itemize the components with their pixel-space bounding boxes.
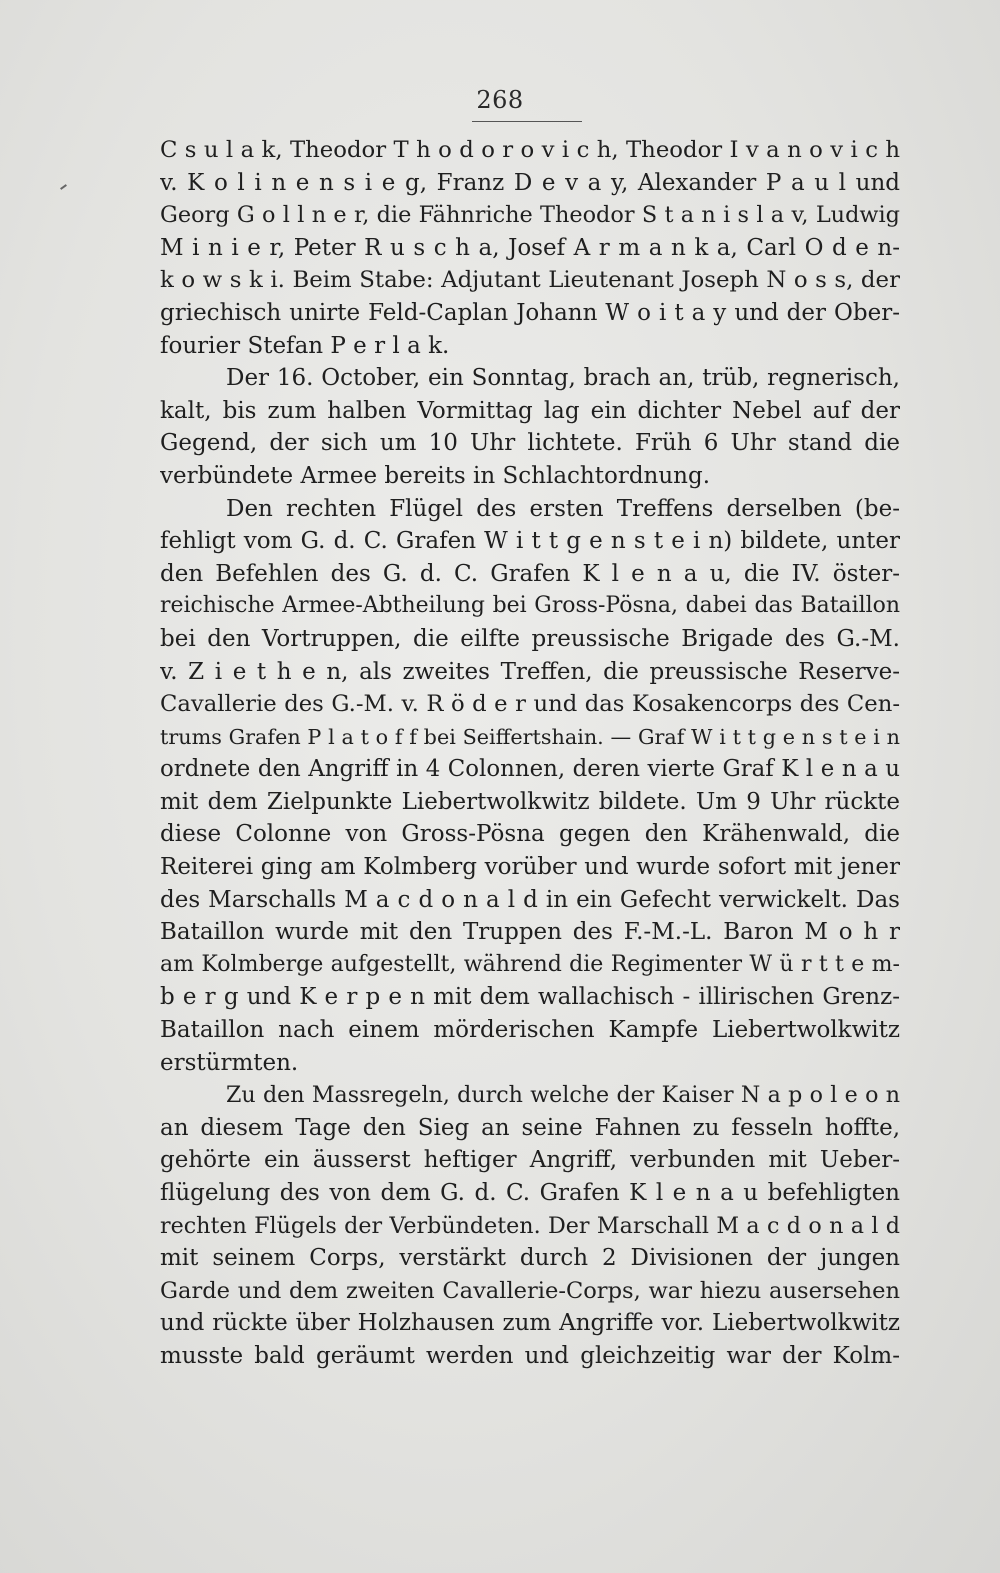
text-line: kalt, bis zum halben Vormittag lag ein dichter Nebel auf der [160,397,900,424]
page-number-rule [472,121,582,122]
text-line: Den rechten Flügel des ersten Treffens derselben (be- [226,495,900,522]
text-line: rechten Flügels der Verbündeten. Der Marschall M a c d o n a l d [160,1212,900,1239]
text-line: den Befehlen des G. d. C. Grafen K l e n a u, die IV. öster- [160,560,900,587]
text-line: fehligt vom G. d. C. Grafen W i t t g e n s t e i n) bildete, unter [160,528,900,555]
text-line: Der 16. October, ein Sonntag, brach an, trüb, regnerisch, [226,365,900,392]
text-line: bei den Vortruppen, die eilfte preussische Brigade des G.-M. [160,625,900,652]
paragraph-napoleon-measures [160,1079,900,1372]
text-line: ordnete den Angriff in 4 Colonnen, deren vierte Graf K l e n a u [160,756,900,783]
paragraph-roster-continuation [160,134,900,362]
text-line: fourier Stefan P e r l a k. [160,332,450,359]
stray-ink-mark [60,184,67,190]
text-line: griechisch unirte Feld-Caplan Johann W o i t a y und der Ober- [160,299,900,326]
text-line: C s u l a k, Theodor T h o d o r o v i c h, Theodor I v a n o v i c h [160,137,900,163]
text-line: diese Colonne von Gross-Pösna gegen den Krähenwald, die [160,821,900,848]
text-line: Bataillon wurde mit den Truppen des F.-M.-L. Baron M o h r [160,919,900,946]
page-number: 268 [476,86,524,114]
paragraph-october-morning [160,362,900,492]
text-line: Cavallerie des G.-M. v. R ö d e r und das Kosakencorps des Cen- [160,691,900,718]
text-line: am Kolmberge aufgestellt, während die Regimenter W ü r t t e m- [160,951,900,977]
text-line: Reiterei ging am Kolmberg vorüber und wurde sofort mit jener [160,854,900,881]
text-line: b e r g und K e r p e n mit dem wallachisch - illirischen Grenz- [160,984,900,1011]
text-line: verbündete Armee bereits in Schlachtordnung. [160,462,711,489]
text-line: k o w s k i. Beim Stabe: Adjutant Lieutenant Joseph N o s s, der [160,267,900,294]
text-line: Georg G o l l n e r, die Fähnriche Theodor S t a n i s l a v, Ludwig [160,202,900,229]
text-line: M i n i e r, Peter R u s c h a, Josef A r m a n k a, Carl O d e n- [160,234,900,261]
text-line: an diesem Tage den Sieg an seine Fahnen zu fesseln hoffte, [160,1114,900,1141]
text-line: trums Grafen P l a t o f f bei Seiffertshain. — Graf W i t t g e n s t e i n [160,724,900,749]
text-line: des Marschalls M a c d o n a l d in ein Gefecht verwickelt. Das [160,886,900,913]
text-line: erstürmten. [160,1049,299,1076]
paragraph-right-wing [160,493,900,1080]
text-line: Bataillon nach einem mörderischen Kampfe Liebertwolkwitz [160,1017,900,1044]
text-line: flügelung des von dem G. d. C. Grafen K l e n a u befehligten [160,1180,900,1206]
text-line: gehörte ein äusserst heftiger Angriff, verbunden mit Ueber- [160,1147,900,1174]
text-line: v. Z i e t h e n, als zweites Treffen, die preussische Reserve- [160,658,900,685]
text-line: mit dem Zielpunkte Liebertwolkwitz bildete. Um 9 Uhr rückte [160,788,900,815]
text-line: reichische Armee-Abtheilung bei Gross-Pösna, dabei das Bataillon [160,593,900,619]
body-text [160,134,900,1373]
text-line: mit seinem Corps, verstärkt durch 2 Divisionen der jungen [160,1245,900,1272]
text-line: v. K o l i n e n s i e g, Franz D e v a y, Alexander P a u l und [160,169,900,196]
text-line: Garde und dem zweiten Cavallerie-Corps, war hiezu ausersehen [160,1277,900,1304]
text-line: Zu den Massregeln, durch welche der Kaiser N a p o l e o n [226,1082,900,1109]
text-line: und rückte über Holzhausen zum Angriffe vor. Liebertwolkwitz [160,1310,900,1337]
text-line: Gegend, der sich um 10 Uhr lichtete. Früh 6 Uhr stand die [160,430,900,457]
text-line: musste bald geräumt werden und gleichzeitig war der Kolm- [160,1342,900,1369]
